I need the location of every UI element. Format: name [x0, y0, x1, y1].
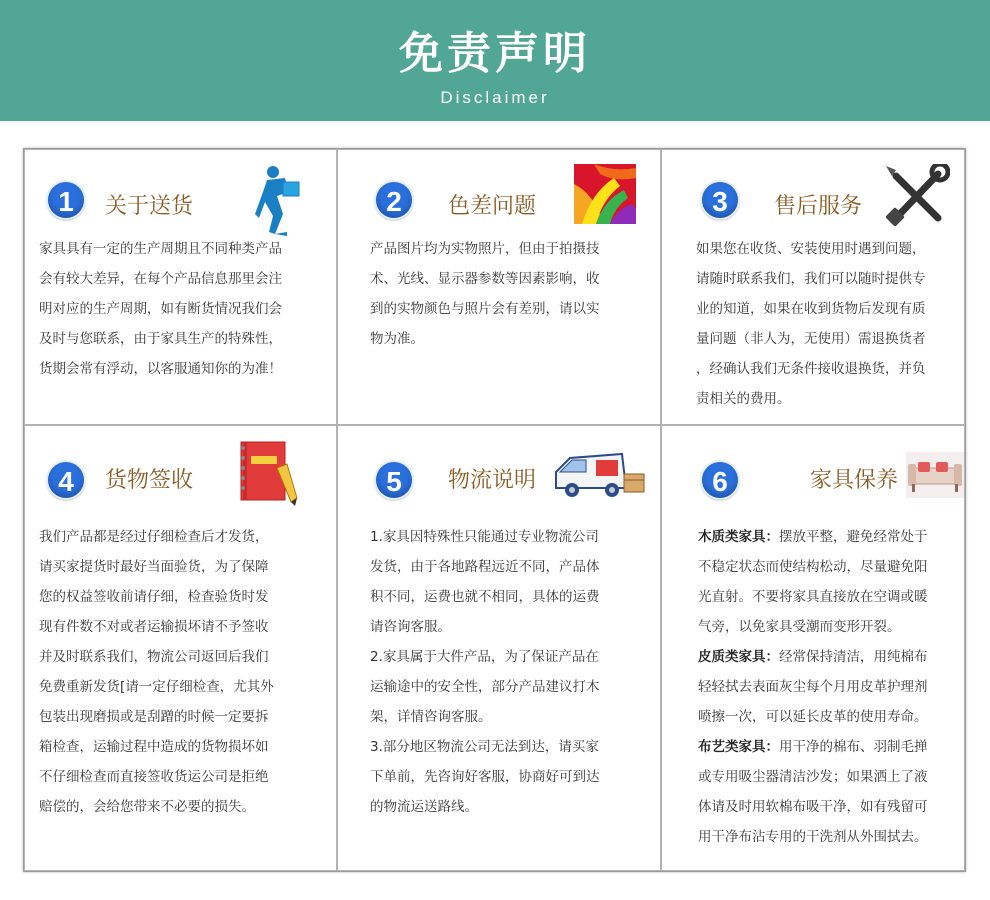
delivery-van-icon [552, 448, 650, 504]
text-line: 运输途中的安全性，部分产品建议打木 [370, 679, 600, 695]
text-line: 并及时联系我们，物流公司返回后我们 [39, 649, 269, 665]
text-line: 您的权益签收前请仔细，检查验货时发 [39, 589, 269, 605]
text-line: ，经确认我们无条件接收退换货，并负 [696, 361, 926, 377]
text-line: 明对应的生产周期，如有断货情况我们会 [39, 301, 282, 317]
cell-heading: 物流说明 [448, 468, 537, 493]
text-line: 体请及时用软棉布吸干净，如有残留可 [698, 799, 928, 815]
section-label: 木质类家具： [698, 529, 779, 545]
text-line: 箱检查，运输过程中造成的货物损坏如 [39, 739, 269, 755]
cell-body [696, 234, 964, 414]
text-line: 的物流运送路线。 [370, 799, 478, 815]
text-line: 及时与您联系，由于家具生产的特殊性， [39, 331, 282, 347]
page-subtitle: Disclaimer [440, 88, 550, 107]
text-line: 气旁，以免家具受潮而变形开裂。 [698, 619, 901, 635]
section-label: 布艺类家具： [698, 739, 779, 755]
cell-color-difference [337, 149, 661, 425]
cell-heading: 色差问题 [448, 194, 537, 219]
number-badge: 2 [374, 180, 414, 220]
section-label: 皮质类家具： [698, 649, 779, 665]
text-line: 不稳定状态而使结构松动，尽量避免阳 [698, 559, 928, 575]
text-span: 经常保持清洁，用纯棉布 [779, 649, 928, 665]
cell-body [39, 234, 329, 384]
cell-logistics [337, 425, 661, 871]
number-badge: 1 [46, 180, 86, 220]
text-line: 发货，由于各地路程远近不同，产品体 [370, 559, 600, 575]
cell-receipt [24, 425, 337, 871]
text-span: 用干净的棉布、羽制毛掸 [779, 739, 928, 755]
text-line: 包装出现磨损或是刮蹭的时候一定要拆 [39, 709, 269, 725]
text-line: 用干净布沾专用的干洗剂从外围拭去。 [698, 829, 928, 845]
cell-body [370, 234, 655, 354]
delivery-man-icon [253, 162, 303, 238]
text-line: 会有较大差异，在每个产品信息那里会注 [39, 271, 282, 287]
text-line: 3.部分地区物流公司无法到达，请买家 [370, 739, 599, 755]
cell-heading: 货物签收 [105, 468, 194, 493]
text-line: 下单前，先咨询好客服，协商好可到达 [370, 769, 600, 785]
text-line [698, 522, 964, 552]
disclaimer-grid [23, 148, 966, 872]
cell-heading: 售后服务 [774, 194, 863, 219]
text-line: 术、光线、显示器参数等因素影响，收 [370, 271, 600, 287]
text-line: 赔偿的，会给您带来不必要的损失。 [39, 799, 255, 815]
text-line: 量问题（非人为，无使用）需退换货者 [696, 331, 926, 347]
text-line: 免费重新发货[请一定仔细检查，尤其外 [39, 679, 274, 695]
text-line [698, 732, 964, 762]
text-line: 现有件数不对或者运输损坏请不予签收 [39, 619, 269, 635]
text-line: 请随时联系我们，我们可以随时提供专 [696, 271, 926, 287]
wrench-screwdriver-icon [884, 164, 950, 228]
text-line: 或专用吸尘器清洁沙发；如果洒上了液 [698, 769, 928, 785]
cell-body [698, 522, 964, 852]
text-span: 摆放平整，避免经常处于 [779, 529, 928, 545]
text-line: 架，详情咨询客服。 [370, 709, 492, 725]
text-line: 1.家具因特殊性只能通过专业物流公司 [370, 529, 599, 545]
number-badge: 5 [374, 460, 414, 500]
page-title: 免责声明 [399, 28, 591, 79]
color-swatch-icon [574, 164, 636, 224]
number-badge: 6 [700, 460, 740, 500]
text-line: 物为准。 [370, 331, 424, 347]
cell-body [39, 522, 331, 822]
text-line: 轻轻拭去表面灰尘每个月用皮革护理剂 [698, 679, 928, 695]
text-line [698, 642, 964, 672]
text-line: 喷擦一次，可以延长皮革的使用寿命。 [698, 709, 928, 725]
text-line: 请买家提货时最好当面验货，为了保障 [39, 559, 269, 575]
text-line: 不仔细检查而直接签收货运公司是拒绝 [39, 769, 269, 785]
number-badge: 3 [700, 180, 740, 220]
text-line: 光直射。不要将家具直接放在空调或暖 [698, 589, 928, 605]
cell-heading: 家具保养 [810, 468, 899, 493]
number-badge: 4 [46, 460, 86, 500]
text-line: 如果您在收货、安装使用时遇到问题， [696, 241, 926, 257]
text-line: 产品图片均为实物照片，但由于拍摄技 [370, 241, 600, 257]
cell-delivery [24, 149, 337, 425]
text-line: 业的知道，如果在收到货物后发现有质 [696, 301, 926, 317]
text-line: 货期会常有浮动，以客服通知你的为准！ [39, 361, 282, 377]
cell-after-sales [661, 149, 965, 425]
text-line: 我们产品都是经过仔细检查后才发货， [39, 529, 269, 545]
header-banner [0, 0, 990, 121]
text-line: 责相关的费用。 [696, 391, 791, 407]
text-line: 2.家具属于大件产品，为了保证产品在 [370, 649, 599, 665]
cell-body [370, 522, 658, 822]
text-line: 积不同，运费也就不相同，具体的运费 [370, 589, 600, 605]
text-line: 家具具有一定的生产周期且不同种类产品 [39, 241, 282, 257]
cell-heading: 关于送货 [105, 194, 194, 219]
cell-maintenance [661, 425, 965, 871]
furniture-sofa-icon [906, 452, 964, 498]
notebook-pencil-icon [237, 438, 299, 508]
text-line: 请咨询客服。 [370, 619, 451, 635]
text-line: 到的实物颜色与照片会有差别，请以实 [370, 301, 600, 317]
